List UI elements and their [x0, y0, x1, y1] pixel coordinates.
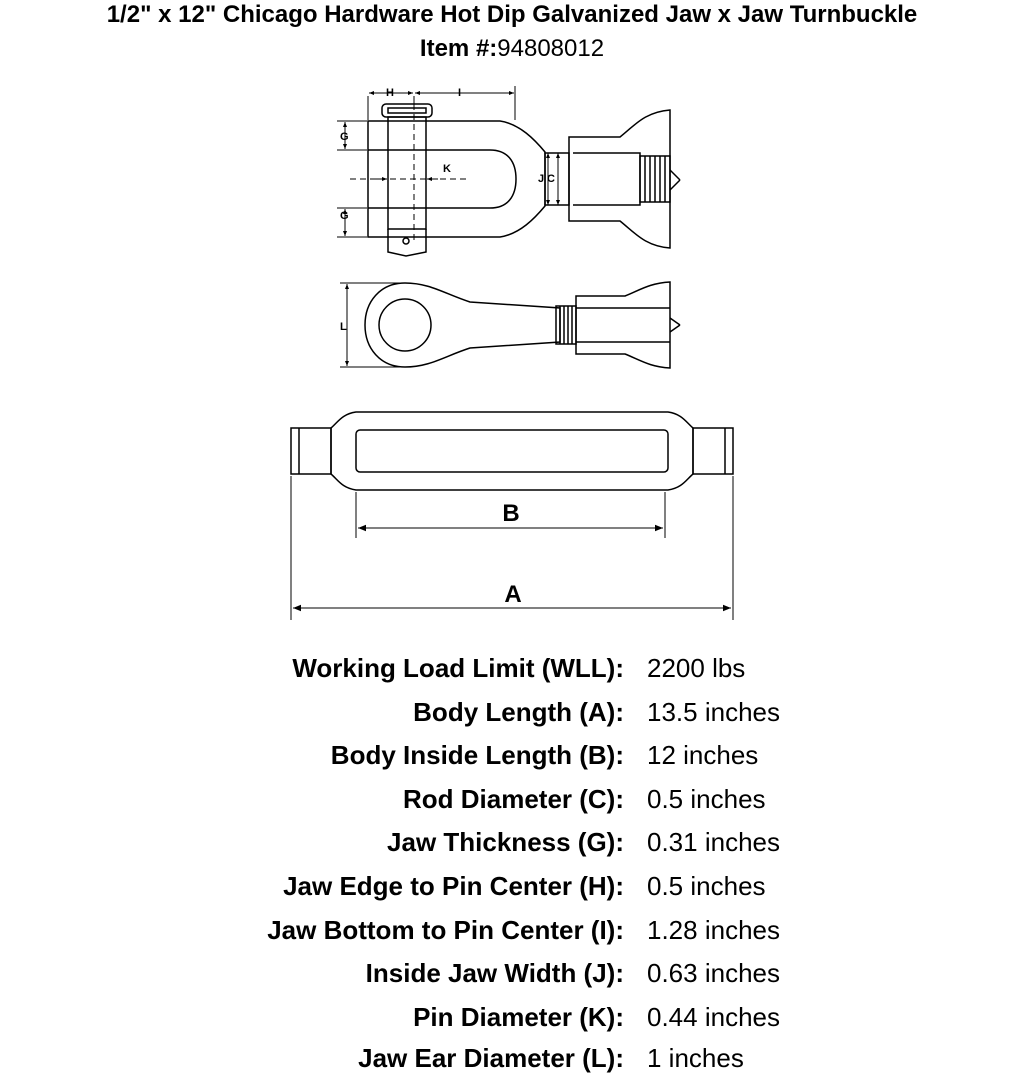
- jaw-top-view: [350, 104, 680, 256]
- dim-label-k: K: [443, 163, 451, 175]
- spec-row: [0, 822, 1024, 862]
- spec-value: 12 inches: [647, 740, 759, 770]
- spec-label: Body Inside Length (B):: [330, 740, 624, 770]
- dim-label-h: H: [386, 87, 394, 99]
- spec-label: Jaw Ear Diameter (L):: [358, 1043, 624, 1073]
- dim-label-c: C: [547, 173, 555, 185]
- spec-value: 0.5 inches: [647, 784, 766, 814]
- dim-label-b: B: [502, 500, 520, 527]
- spec-row: [0, 692, 1024, 732]
- spec-label: Inside Jaw Width (J):: [365, 958, 624, 988]
- jaw-side-dimensions: [340, 283, 404, 367]
- item-prefix: Item #:: [419, 35, 498, 62]
- spec-row: [0, 866, 1024, 906]
- spec-row: [0, 997, 1024, 1037]
- dim-label-g-top: G: [340, 131, 349, 143]
- spec-label: Jaw Thickness (G):: [387, 827, 624, 857]
- spec-label: Jaw Edge to Pin Center (H):: [283, 871, 624, 901]
- spec-label: Rod Diameter (C):: [402, 784, 624, 814]
- spec-value: 13.5 inches: [647, 697, 780, 727]
- jaw-side-view: [365, 282, 680, 368]
- spec-value: 1 inches: [647, 1043, 744, 1073]
- dim-label-a: A: [504, 581, 522, 608]
- dim-label-l: L: [340, 321, 347, 333]
- spec-value: 0.31 inches: [647, 827, 780, 857]
- spec-value: 0.5 inches: [647, 871, 766, 901]
- item-number: 94808012: [497, 35, 605, 62]
- dim-label-i: I: [458, 87, 462, 99]
- spec-label: Working Load Limit (WLL):: [292, 653, 624, 683]
- dim-label-g-bottom: G: [340, 210, 349, 222]
- spec-row: [0, 648, 1024, 688]
- spec-value: 1.28 inches: [647, 915, 780, 945]
- spec-value: 0.63 inches: [647, 958, 780, 988]
- spec-value: 0.44 inches: [647, 1002, 780, 1032]
- spec-row: [0, 779, 1024, 819]
- spec-row: [0, 735, 1024, 775]
- page-title: 1/2" x 12" Chicago Hardware Hot Dip Galvanized Jaw x Jaw Turnbuckle: [106, 1, 918, 28]
- spec-row: [0, 953, 1024, 993]
- spec-label: Pin Diameter (K):: [413, 1002, 624, 1032]
- dim-label-j: J: [538, 173, 545, 185]
- spec-value: 2200 lbs: [647, 653, 746, 683]
- spec-label: Jaw Bottom to Pin Center (I):: [267, 915, 624, 945]
- turnbuckle-body: [291, 412, 733, 490]
- spec-row: [0, 1038, 1024, 1078]
- spec-row: [0, 910, 1024, 950]
- spec-label: Body Length (A):: [413, 697, 624, 727]
- jaw-top-dimensions: [337, 86, 558, 237]
